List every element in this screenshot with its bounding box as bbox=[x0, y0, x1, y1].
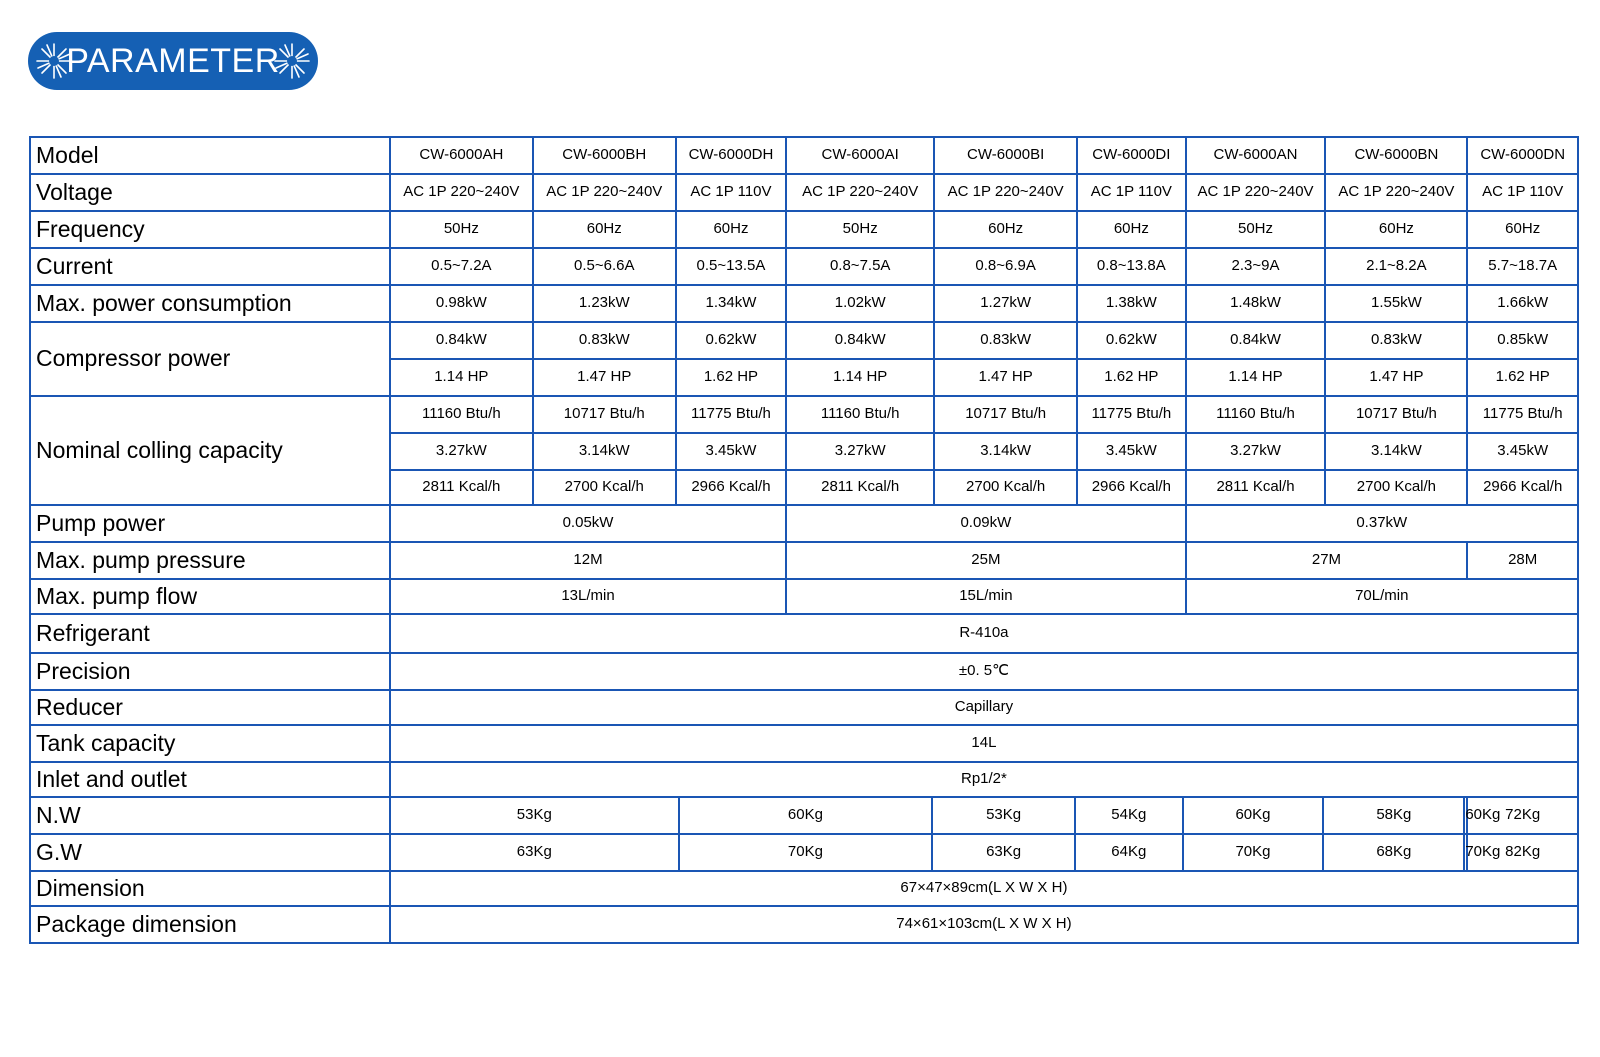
table-cell: 50Hz bbox=[390, 211, 533, 248]
table-row bbox=[30, 725, 1578, 762]
table-cell: 12M bbox=[390, 542, 786, 579]
row-label: Tank capacity bbox=[30, 725, 390, 762]
table-cell: 2.1~8.2A bbox=[1325, 248, 1467, 285]
sparkle-icon bbox=[34, 41, 74, 81]
table-cell: 1.34kW bbox=[676, 285, 786, 322]
table-row bbox=[30, 906, 1578, 943]
table-cell: 0.09kW bbox=[786, 505, 1185, 542]
table-cell: 0.83kW bbox=[1325, 322, 1467, 359]
table-cell: 0.8~13.8A bbox=[1077, 248, 1185, 285]
row-label: Dimension bbox=[30, 871, 390, 906]
table-cell: 1.47 HP bbox=[934, 359, 1077, 396]
table-cell: 10717 Btu/h bbox=[934, 396, 1077, 433]
table-cell: 3.14kW bbox=[934, 433, 1077, 470]
table-cell: 0.62kW bbox=[1077, 322, 1185, 359]
table-cell: 82Kg bbox=[1467, 834, 1578, 871]
table-cell: 1.38kW bbox=[1077, 285, 1185, 322]
table-cell: 3.14kW bbox=[533, 433, 676, 470]
table-cell: 1.62 HP bbox=[1077, 359, 1185, 396]
page-title: PARAMETER bbox=[66, 41, 280, 80]
row-label: Pump power bbox=[30, 505, 390, 542]
table-cell: 74×61×103cm(L X W X H) bbox=[390, 906, 1578, 943]
table-cell: AC 1P 220~240V bbox=[786, 174, 934, 211]
table-cell: 10717 Btu/h bbox=[533, 396, 676, 433]
row-label: Current bbox=[30, 248, 390, 285]
table-cell: 11775 Btu/h bbox=[1467, 396, 1578, 433]
table-row bbox=[30, 322, 1578, 359]
table-cell: 58Kg bbox=[1323, 797, 1464, 834]
table-cell: 1.62 HP bbox=[676, 359, 786, 396]
table-cell: 3.27kW bbox=[786, 433, 934, 470]
table-cell: 50Hz bbox=[1186, 211, 1326, 248]
table-row bbox=[30, 579, 1578, 614]
model-cell: CW-6000DI bbox=[1077, 137, 1185, 174]
table-cell: 0.98kW bbox=[390, 285, 533, 322]
parameter-badge bbox=[28, 32, 318, 90]
model-cell: CW-6000AI bbox=[786, 137, 934, 174]
table-cell: 3.45kW bbox=[1077, 433, 1185, 470]
table-cell: 25M bbox=[786, 542, 1185, 579]
table-cell: 1.47 HP bbox=[533, 359, 676, 396]
table-cell: 70L/min bbox=[1186, 579, 1578, 614]
table-row bbox=[30, 396, 1578, 433]
row-label: Refrigerant bbox=[30, 614, 390, 653]
table-row bbox=[30, 174, 1578, 211]
table-row bbox=[30, 542, 1578, 579]
table-row bbox=[30, 690, 1578, 725]
table-cell: 0.8~7.5A bbox=[786, 248, 934, 285]
table-cell: 11775 Btu/h bbox=[676, 396, 786, 433]
table-cell: 0.83kW bbox=[533, 322, 676, 359]
table-cell: 2811 Kcal/h bbox=[390, 470, 533, 505]
table-cell: 70Kg bbox=[1464, 834, 1467, 871]
table-cell: 3.27kW bbox=[390, 433, 533, 470]
table-cell: R-410a bbox=[390, 614, 1578, 653]
row-label: Model bbox=[30, 137, 390, 174]
table-cell: 2966 Kcal/h bbox=[676, 470, 786, 505]
table-cell: 11160 Btu/h bbox=[390, 396, 533, 433]
table-cell: AC 1P 110V bbox=[1467, 174, 1578, 211]
table-cell: 2811 Kcal/h bbox=[1186, 470, 1326, 505]
table-cell: 1.66kW bbox=[1467, 285, 1578, 322]
table-cell: 0.37kW bbox=[1186, 505, 1578, 542]
row-label: Nominal colling capacity bbox=[30, 396, 390, 505]
table-cell: 0.5~6.6A bbox=[533, 248, 676, 285]
model-cell: CW-6000DN bbox=[1467, 137, 1578, 174]
table-cell: 1.14 HP bbox=[1186, 359, 1326, 396]
table-cell: 1.62 HP bbox=[1467, 359, 1578, 396]
table-row bbox=[30, 137, 1578, 174]
table-row bbox=[30, 248, 1578, 285]
table-cell: 1.55kW bbox=[1325, 285, 1467, 322]
table-cell: 0.85kW bbox=[1467, 322, 1578, 359]
table-cell: 50Hz bbox=[786, 211, 934, 248]
table-cell: 2966 Kcal/h bbox=[1077, 470, 1185, 505]
table-cell: AC 1P 220~240V bbox=[533, 174, 676, 211]
table-cell: 70Kg bbox=[679, 834, 932, 871]
table-cell: 0.84kW bbox=[390, 322, 533, 359]
table-cell: 1.14 HP bbox=[390, 359, 533, 396]
table-cell: 68Kg bbox=[1323, 834, 1464, 871]
table-cell: 1.14 HP bbox=[786, 359, 934, 396]
table-row bbox=[30, 653, 1578, 690]
table-cell: 64Kg bbox=[1075, 834, 1182, 871]
table-cell: 0.62kW bbox=[676, 322, 786, 359]
table-cell: 11160 Btu/h bbox=[1186, 396, 1326, 433]
table-cell: 63Kg bbox=[390, 834, 679, 871]
table-cell: 3.14kW bbox=[1325, 433, 1467, 470]
table-cell: AC 1P 220~240V bbox=[1325, 174, 1467, 211]
table-cell: 0.84kW bbox=[1186, 322, 1326, 359]
table-cell: AC 1P 110V bbox=[1077, 174, 1185, 211]
table-row bbox=[30, 871, 1578, 906]
row-label: Max. pump flow bbox=[30, 579, 390, 614]
model-cell: CW-6000AN bbox=[1186, 137, 1326, 174]
table-cell: 60Hz bbox=[1467, 211, 1578, 248]
table-row bbox=[30, 762, 1578, 797]
table-cell: 60Hz bbox=[934, 211, 1077, 248]
model-cell: CW-6000BH bbox=[533, 137, 676, 174]
row-label: Precision bbox=[30, 653, 390, 690]
table-row bbox=[30, 834, 1578, 871]
table-row bbox=[30, 797, 1578, 834]
table-cell: 60Hz bbox=[1077, 211, 1185, 248]
table-cell: 0.83kW bbox=[934, 322, 1077, 359]
table-cell: 2700 Kcal/h bbox=[934, 470, 1077, 505]
table-cell: AC 1P 110V bbox=[676, 174, 786, 211]
table-cell: 0.8~6.9A bbox=[934, 248, 1077, 285]
table-row bbox=[30, 505, 1578, 542]
table-cell: 63Kg bbox=[932, 834, 1075, 871]
table-cell: Capillary bbox=[390, 690, 1578, 725]
table-cell: 5.7~18.7A bbox=[1467, 248, 1578, 285]
model-cell: CW-6000BN bbox=[1325, 137, 1467, 174]
table-cell: 2.3~9A bbox=[1186, 248, 1326, 285]
table-cell: 13L/min bbox=[390, 579, 786, 614]
table-cell: 11160 Btu/h bbox=[786, 396, 934, 433]
table-row bbox=[30, 614, 1578, 653]
table-cell: 60Hz bbox=[676, 211, 786, 248]
table-cell: AC 1P 220~240V bbox=[390, 174, 533, 211]
row-label: Frequency bbox=[30, 211, 390, 248]
table-cell: 60Kg bbox=[1464, 797, 1467, 834]
row-label: Voltage bbox=[30, 174, 390, 211]
table-cell: 53Kg bbox=[932, 797, 1075, 834]
table-cell: Rp1/2* bbox=[390, 762, 1578, 797]
table-cell: 60Hz bbox=[1325, 211, 1467, 248]
table-cell: 60Kg bbox=[679, 797, 932, 834]
table-cell: 54Kg bbox=[1075, 797, 1182, 834]
table-cell: 60Hz bbox=[533, 211, 676, 248]
table-cell: 72Kg bbox=[1467, 797, 1578, 834]
table-cell: 0.84kW bbox=[786, 322, 934, 359]
table-cell: 3.27kW bbox=[1186, 433, 1326, 470]
table-cell: 3.45kW bbox=[1467, 433, 1578, 470]
table-cell: 2700 Kcal/h bbox=[1325, 470, 1467, 505]
table-cell: 0.5~7.2A bbox=[390, 248, 533, 285]
row-label: Inlet and outlet bbox=[30, 762, 390, 797]
table-cell: 1.02kW bbox=[786, 285, 934, 322]
row-label: Package dimension bbox=[30, 906, 390, 943]
table-cell: 27M bbox=[1186, 542, 1468, 579]
table-cell: 28M bbox=[1467, 542, 1578, 579]
table-cell: 15L/min bbox=[786, 579, 1185, 614]
table-cell: 2700 Kcal/h bbox=[533, 470, 676, 505]
table-row bbox=[30, 285, 1578, 322]
table-cell: AC 1P 220~240V bbox=[934, 174, 1077, 211]
table-cell: 1.27kW bbox=[934, 285, 1077, 322]
table-cell: 67×47×89cm(L X W X H) bbox=[390, 871, 1578, 906]
model-cell: CW-6000AH bbox=[390, 137, 533, 174]
table-cell: 11775 Btu/h bbox=[1077, 396, 1185, 433]
row-label: Max. power consumption bbox=[30, 285, 390, 322]
table-cell: 2966 Kcal/h bbox=[1467, 470, 1578, 505]
row-label: N.W bbox=[30, 797, 390, 834]
table-cell: 0.05kW bbox=[390, 505, 786, 542]
table-cell: ±0. 5℃ bbox=[390, 653, 1578, 690]
table-cell: 70Kg bbox=[1183, 834, 1324, 871]
table-row bbox=[30, 211, 1578, 248]
parameter-table bbox=[29, 136, 1579, 944]
sparkle-icon bbox=[272, 41, 312, 81]
row-label: Max. pump pressure bbox=[30, 542, 390, 579]
table-cell: 0.5~13.5A bbox=[676, 248, 786, 285]
table-cell: 3.45kW bbox=[676, 433, 786, 470]
model-cell: CW-6000BI bbox=[934, 137, 1077, 174]
table-cell: 60Kg bbox=[1183, 797, 1324, 834]
table-cell: 53Kg bbox=[390, 797, 679, 834]
table-cell: 14L bbox=[390, 725, 1578, 762]
table-cell: 1.47 HP bbox=[1325, 359, 1467, 396]
table-cell: 2811 Kcal/h bbox=[786, 470, 934, 505]
model-cell: CW-6000DH bbox=[676, 137, 786, 174]
table-cell: 1.23kW bbox=[533, 285, 676, 322]
table-cell: AC 1P 220~240V bbox=[1186, 174, 1326, 211]
row-label: Reducer bbox=[30, 690, 390, 725]
table-cell: 1.48kW bbox=[1186, 285, 1326, 322]
table-cell: 10717 Btu/h bbox=[1325, 396, 1467, 433]
row-label: G.W bbox=[30, 834, 390, 871]
row-label: Compressor power bbox=[30, 322, 390, 396]
